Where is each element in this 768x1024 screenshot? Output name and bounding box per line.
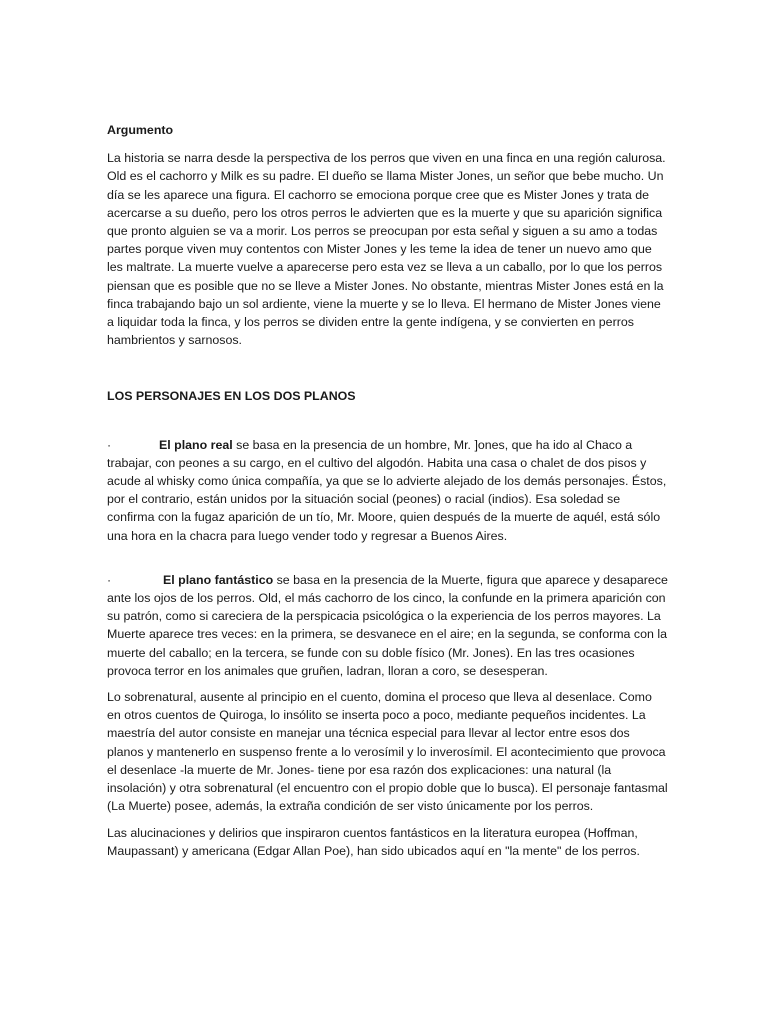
plano-fantastico-term: El plano fantástico xyxy=(163,572,274,587)
spacer xyxy=(107,357,668,387)
spacer xyxy=(107,406,668,436)
plano-real-paragraph xyxy=(107,436,668,545)
personajes-heading: LOS PERSONAJES EN LOS DOS PLANOS xyxy=(107,389,356,404)
argumento-heading: Argumento xyxy=(107,123,174,137)
plano-fantastico-paragraph xyxy=(107,571,668,680)
bullet-dot: · xyxy=(107,437,112,452)
plano-real-text: se basa en la presencia de un hombre, Mr. ]ones, que ha ido al Chaco a trabajar, con peones a su cargo, en el cultivo del algodón. Habita una casa o chalet de dos pisos y acude al whisky como única compañía, ya que se lo advierte alejado de los demás personajes. Éstos, por el contrario, están unidos por la situación social (peones) o racial (indios). Esa soledad se confirma con la fugaz aparición de un tío, Mr. Moore, quien después de la muerte de aquél, está sólo una hora en la chacra para luego vender todo y regresar a Buenos Aires. xyxy=(107,437,667,543)
alucinaciones-paragraph: Las alucinaciones y delirios que inspiraron cuentos fantásticos en la literatura europea (Hoffman, Maupassant) y americana (Edgar Allan Poe), han sido ubicados aquí en "la mente" de los perros. xyxy=(107,825,640,858)
spacer xyxy=(107,553,668,571)
plano-real-term: El plano real xyxy=(159,437,233,452)
plano-fantastico-text: se basa en la presencia de la Muerte, figura que aparece y desaparece ante los ojos de los perros. Old, el más cachorro de los cinco, la confunde en la primera aparición con su patrón, como si careciera de la perspicacia psicológica o la experiencia de los perros mayores. La Muerte aparece tres veces: en la primera, se desvanece en el aire; en la segunda, se conforma con la muerte del caballo; en la tercera, se funde con su doble físico (Mr. Jones). En las tres ocasiones provoca terror en los animales que gruñen, ladran, lloran a coro, se desesperan. xyxy=(107,572,668,678)
argumento-paragraph: La historia se narra desde la perspectiva de los perros que viven en una finca en una región calurosa. Old es el cachorro y Milk es su padre. El dueño se llama Mister Jones, un señor que bebe mucho. Un día se les aparece una figura. El cachorro se emociona porque cree que es Mister Jones y trata de acercarse a su dueño, pero los otros perros le advierten que es la muerte y que su aparición significa que pronto alguien se va a morir. Los perros se preocupan por esta señal y siguen a su amo a todas partes porque viven muy contentos con Mister Jones y les teme la idea de tener un nuevo amo que les maltrate. La muerte vuelve a aparecerse pero esta vez se lleva a un caballo, por lo que los perros piensan que es posible que no se lleve a Mister Jones. No obstante, mientras Mister Jones está en la finca trabajando bajo un sol ardiente, viene la muerte y se lo lleva. El hermano de Mister Jones viene a liquidar toda la finca, y los perros se dividen entre la gente indígena, y se convierten en perros hambrientos y sarnosos. xyxy=(107,151,666,348)
sobrenatural-paragraph: Lo sobrenatural, ausente al principio en el cuento, domina el proceso que lleva al desenlace. Como en otros cuentos de Quiroga, lo insólito se inserta poco a poco, mediante pequeños incidentes. La maestría del autor consiste en manejar una técnica especial para llevar al lector entre esos dos planos y mantenerlo en suspenso frente a lo verosímil y lo inverosímil. El acontecimiento que provoca el desenlace -la muerte de Mr. Jones- tiene por esa razón dos explicaciones: una natural (la insolación) y otra sobrenatural (el encuentro con el propio doble que lo busca). El personaje fantasmal (La Muerte) posee, además, la extraña condición de ser visto únicamente por los perros. xyxy=(107,690,668,814)
bullet-dot: · xyxy=(107,572,112,587)
